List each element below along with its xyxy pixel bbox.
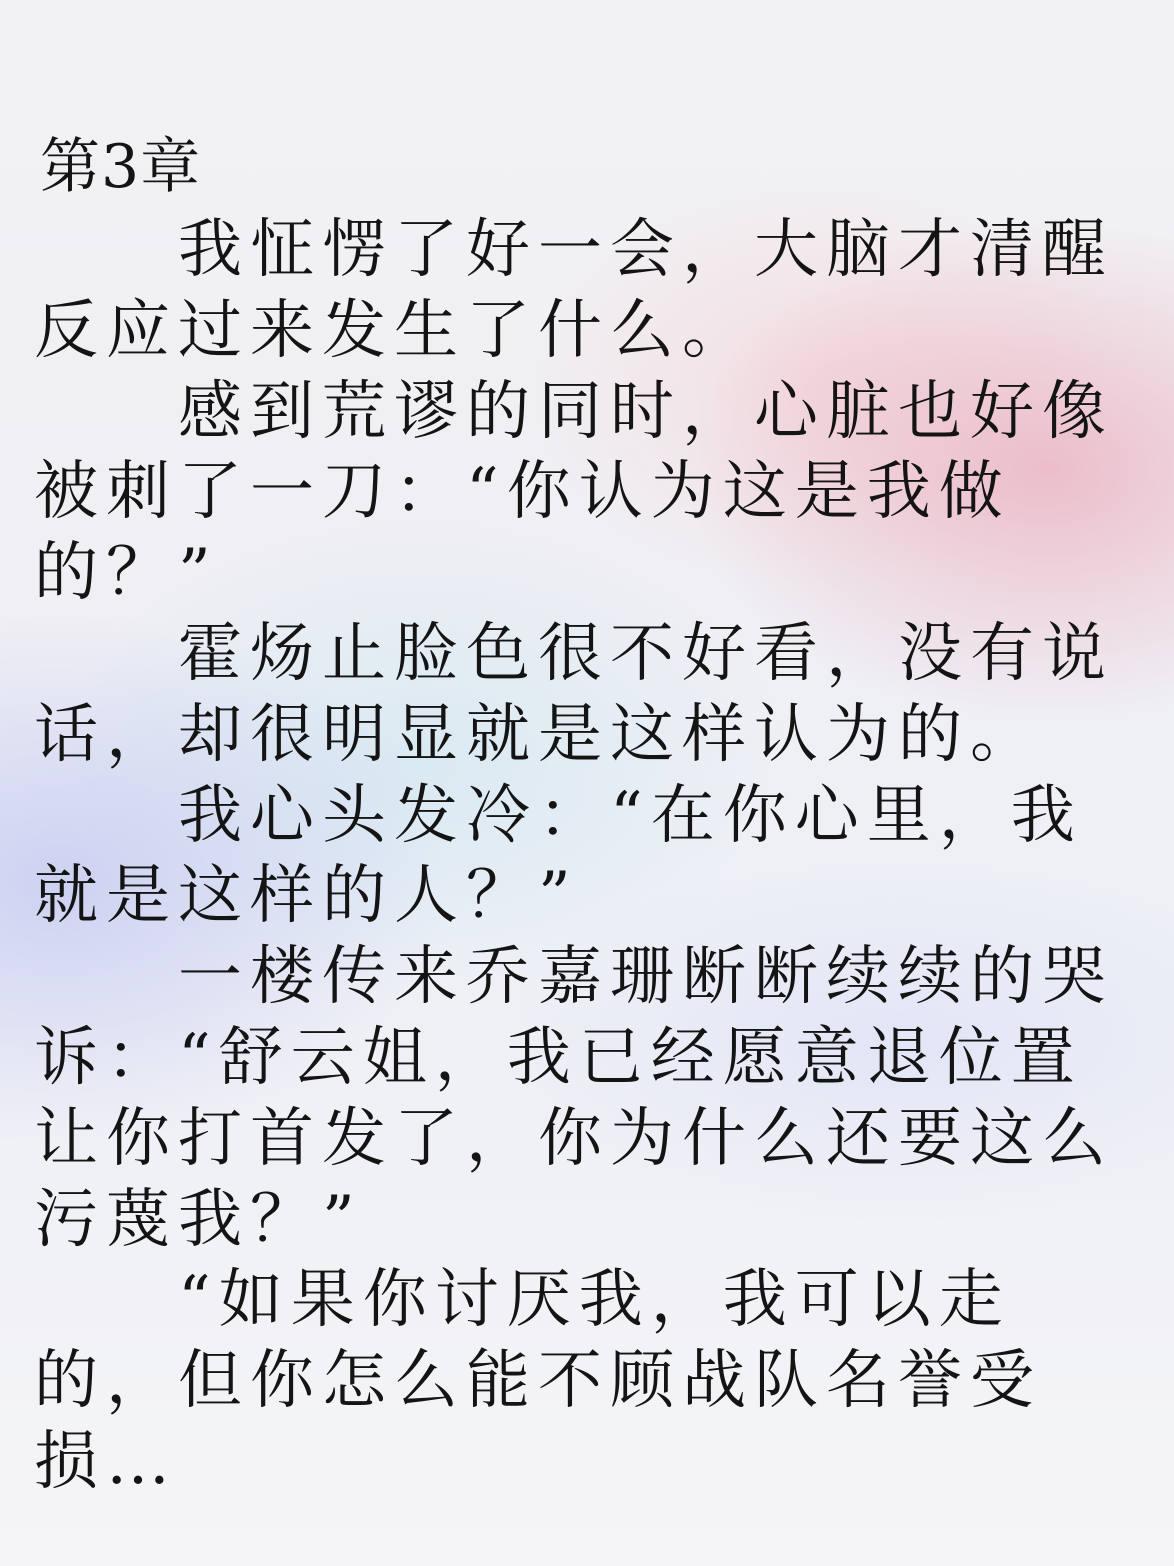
chapter-body — [34, 210, 1114, 1503]
paragraph: 霍炀止脸色很不好看，没有说话，却很明显就是这样认为的。 — [34, 616, 1114, 772]
paragraph: 我心头发冷：“在你心里，我就是这样的人？” — [34, 778, 1083, 934]
paragraph: 感到荒谬的同时，心脏也好像被刺了一刀：“你认为这是我做的？” — [34, 374, 1114, 611]
paragraph: 一楼传来乔嘉珊断断续续的哭诉：“舒云姐，我已经愿意退位置让你打首发了，你为什么还要这么污蔑我？” — [34, 940, 1114, 1257]
chapter-title: 第3章 — [40, 132, 202, 202]
paragraph: 我怔愣了好一会，大脑才清醒反应过来发生了什么。 — [34, 213, 1114, 368]
paragraph: “如果你讨厌我，我可以走的，但你怎么能不顾战队名誉受损… — [34, 1263, 1042, 1499]
